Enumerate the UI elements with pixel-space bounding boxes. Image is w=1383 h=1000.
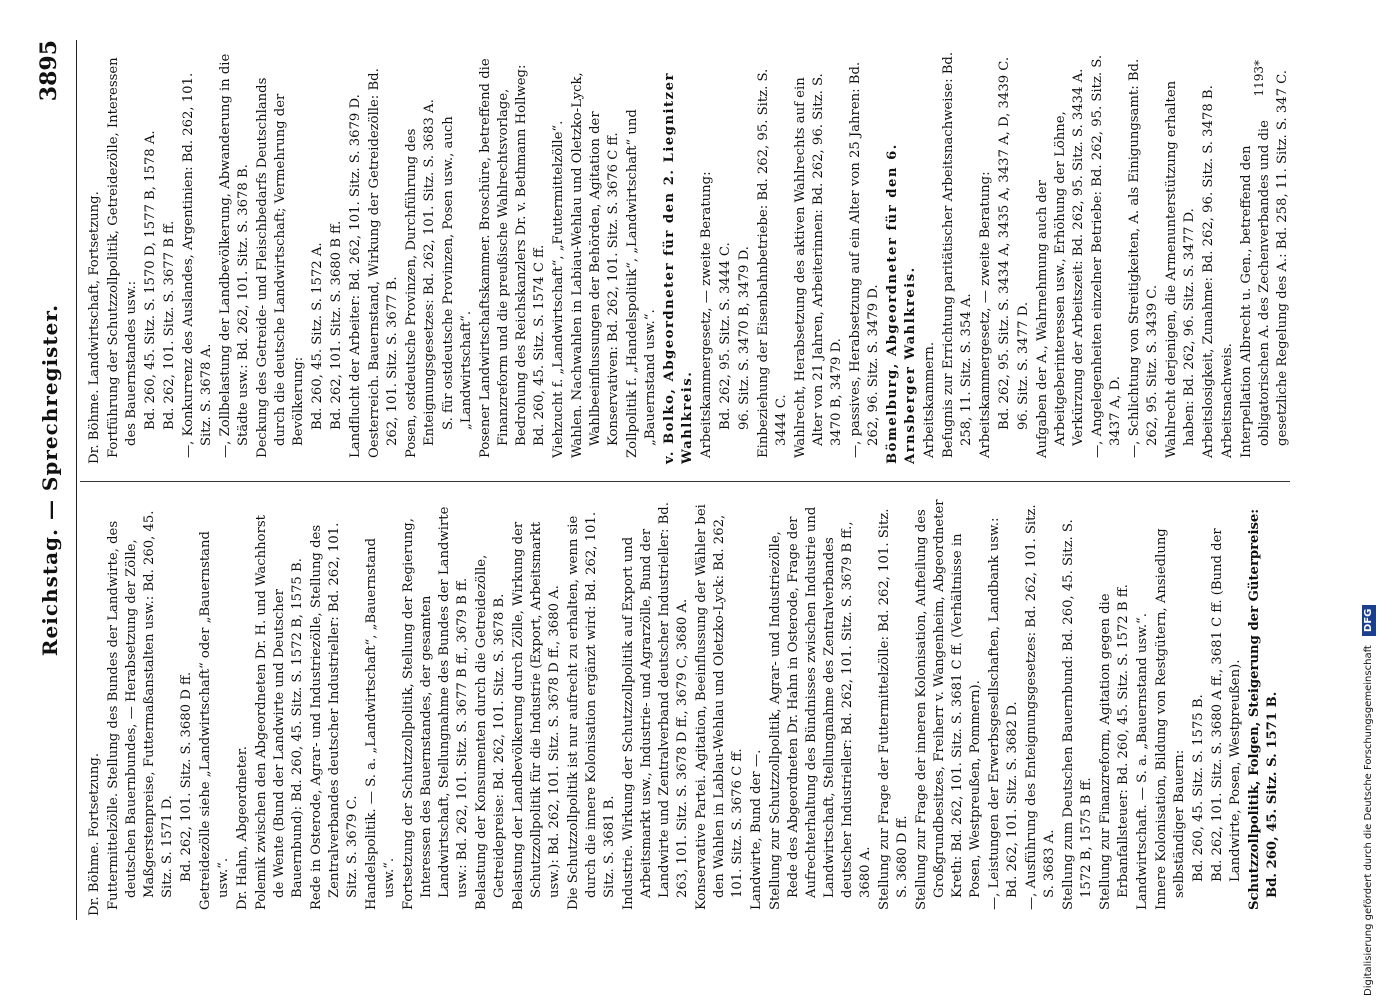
entry: Befugnis zur Errichtung paritätischer Arbeitsnachweise: Bd. 258, 11. Sitz. S. 354 A. [941, 51, 974, 458]
entry: Viehzucht f. „Landwirtschaft“, „Futtermittelzölle“. [551, 120, 566, 458]
entry: Stellung zur Finanzreform, Agitation gegen die Erbanfallsteuer: Bd. 260, 45. Sitz. S. 1572 B ff. [1098, 584, 1131, 910]
entry: Bd. 262, 101. Sitz. S. 3680 D ff. [179, 671, 194, 882]
entry: Arbeitskammern. [922, 341, 937, 458]
entry: Bd. 262, 95. Sitz. S. 3434 A, 3435 A, 3437 A, D, 3439 C. [997, 56, 1012, 430]
entry: Konservative Partei. Agitation, Beeinflussung der Wähler bei den Wahlen in Lablau-Wehlau und Oletzko-Lyck: Bd. 262, 101. Sitz. S. 3676 C ff. [694, 504, 745, 910]
entry: Posener Landwirtschaftskammer. Broschüre, betreffend die Finanzreform und die preußische Wahlrechtsvorlage, Bedrohung des Reichskanzlers Dr. v. Bethmann Hollweg: Bd. 260, 45. Sitz. S. 1574 C ff. [478, 58, 547, 458]
entry: Aufgaben der A., Wahrnehmung auch der Arbeitgeberinteressen usw., Erhöhung der Löhne, Verkürzung der Arbeitszeit: Bd. 262, 95. Sitz. S. 3434 A. [1035, 68, 1086, 458]
entry: Arbeitslosigkeit, Zunahme: Bd. 262, 96. Sitz. S. 3478 B. [1201, 85, 1216, 458]
entry: Fortsetzung der Schutzzollpolitik, Stellung der Regierung, Interessen des Bauernstandes, der gesamten Landwirtschaft, Stellungnahme des Bundes der Landwirte usw.: Bd. 262, 101. Sitz. S. 3677 B ff., 3679 B ff. [401, 506, 470, 910]
header-rule [76, 40, 77, 920]
page-body [20, 40, 1300, 920]
column-divider [80, 481, 1290, 482]
header-title: Reichstag. — Sprechregister. [38, 303, 62, 657]
page-number: 3895 [36, 40, 62, 102]
entry: Arbeitskammergesetz, — zweite Beratung: [978, 171, 993, 458]
right-column [86, 44, 1293, 464]
entry: Wahlrecht derjenigen, die Armenunterstützung erhalten haben: Bd. 262, 96. Sitz. S. 3477 D. [1164, 80, 1197, 458]
entry: Arbeitsnachweis. [1220, 343, 1235, 458]
entry: Polemik zwischen den Abgeordneten Dr. H. und Wachhorst de Wente (Bund der Landwirte und Deutscher Bauernbund): Bd. 260, 45. Sitz. S. 1572 B, 1575 B. [254, 515, 305, 910]
entry: —, passives, Herabsetzung auf ein Alter von 25 Jahren: Bd. 262, 96. Sitz. S. 3479 D. [848, 61, 881, 458]
entry: Stellung zur Frage der inneren Kolonisation, Aufteilung des Großgrundbesitzes, Freiherr v. Wangenheim, Abgeordneter Kreth: Bd. 262, 101. Sitz. S. 3681 C ff. (Verhältnisse in Posen, Westpreußen, Pommern). [914, 499, 983, 910]
entry: Fortführung der Schutzzollpolitik, Getreidezölle, Interessen des Bauernstandes usw.: [106, 57, 139, 458]
entry: Belastung der Landbevölkerung durch Zölle, Wirkung der Schutzzollpolitik für die Industrie (Export, Arbeitsmarkt usw.): Bd. 262, 101. Sitz. S. 3678 D ff., 3680 A. [511, 521, 562, 910]
footer-mark: 1193* [1252, 60, 1266, 97]
dfg-logo: DFG [1362, 605, 1376, 636]
entry: Industrie. Wirkung der Schutzzollpolitik auf Export und Arbeitsmarkt usw., Industrie- und Agrarzölle, Bund der Landwirte und Zentralverband deutscher Industrieller: Bd. 263, 101. Sitz. S. 3678 D ff., 3679 C, 3680 A. [621, 502, 690, 910]
entry: Bömelburg, Abgeordneter für den 6. Arnsberger Wahlkreis. [885, 143, 918, 464]
entry: Bd. 260, 45. Sitz. S. 1575 B. [1191, 694, 1206, 882]
entry: Arbeitskammergesetz, — zweite Beratung: [699, 171, 714, 458]
entry: Die Schutzzollpolitik ist nur aufrecht zu erhalten, wenn sie durch die innere Kolonisation ergänzt wird: Bd. 262, 101. Sitz. S. 3681 B. [566, 511, 617, 910]
entry: S. für ostdeutsche Provinzen, Posen usw., auch „Landwirtschaft“. [441, 116, 474, 430]
entry: Futtermittelzölle. Stellung des Bundes der Landwirte, des deutschen Bauernbundes, — Herabsetzung der Zölle, Maßgerstenpreise, Futtermaßanstalten usw.: Bd. 260, 45. Sitz. S. 1571 D. [106, 510, 175, 910]
entry: Dr. Hahn, Abgeordneter. [235, 746, 250, 910]
left-column [86, 496, 1283, 916]
entry: v. Bolko, Abgeordneter für den 2. Liegnitzer Wahlkreis. [662, 72, 695, 464]
entry: Landwirte, Bund der —. [749, 749, 764, 910]
entry: Oesterreich. Bauernstand, Wirkung der Getreidezölle: Bd. 262, 101. Sitz. S. 3677 B. [367, 68, 400, 458]
entry: 96. Sitz. S. 3477 D. [1016, 301, 1031, 430]
entry: Bd. 260, 45. Sitz. S. 1572 A. [310, 242, 325, 430]
entry: —, Konkurrenz des Auslandes, Argentinien: Bd. 262, 101. Sitz. S. 3678 A. [181, 72, 214, 458]
credit-text: Digitalisierung gefördert durch die Deutsche Forschungsgemeinschaft [1363, 645, 1374, 996]
entry: Bd. 262, 101. Sitz. S. 3680 A ff., 3681 C ff. (Bund der Landwirte, Posen, Westpreußen). [1210, 528, 1243, 882]
entry: Einbeziehung der Eisenbahnbetriebe: Bd. 262, 95. Sitz. S. 3444 C. [756, 68, 789, 458]
entry: Stellung zum Deutschen Bauernbund: Bd. 260, 45. Sitz. S. 1572 B, 1575 B ff. [1061, 519, 1094, 910]
entry: Stellung zur Schutzzollpolitik, Agrar- und Industriezölle, Rede des Abgeordneten Dr. Hahn in Osterode, Frage der Aufrechterhaltung des Bündnisses zwischen Industrie und Landwirtschaft, Stellungnahme des Zentralverbandes deutscher Industrieller: Bd. 262, 101. Sitz. S. 3679 B ff., 3680 A. [768, 506, 873, 910]
entry: Dr. Böhme. Landwirtschaft, Fortsetzung. [87, 191, 102, 464]
entry: Dr. Böhme. Fortsetzung. [87, 752, 102, 916]
entry: Interpellation Albrecht u. Gen., betreffend den obligatorischen A. des Zechenverbandes und die gesetzliche Regelung des A.: Bd. 258, 11. Sitz. S. 347 C. [1239, 70, 1290, 458]
entry: Getreidezölle siehe „Landwirtschaft“ oder „Bauernstand usw.“. [198, 531, 231, 910]
entry: Bd. 262, 101. Sitz. S. 3680 B ff. [329, 220, 344, 430]
entry: Bd. 262, 95. Sitz. S. 3444 C. [718, 242, 733, 430]
entry: —, Leistungen der Erwerbsgesellschaften, Landbank usw.: Bd. 262, 101. Sitz. S. 3682 D. [987, 517, 1020, 910]
entry: Innere Kolonisation, Bildung von Restgütern, Ansiedlung selbständiger Bauern: [1154, 528, 1187, 910]
entry: Wahlen. Nachwahlen in Labiau-Wehlau und Oletzko-Lyck, Wahlbeeinflussungen der Behörden, Agitation der Konservativen: Bd. 262, 101. Sitz. S. 3676 C ff. [570, 72, 621, 458]
entry: —, Zollbelastung der Landbevölkerung, Abwanderung in die Städte usw.: Bd. 262, 101. Sitz. S. 3678 B. [218, 53, 251, 458]
entry: Schutzzollpolitik, Folgen, Steigerung der Güterpreise: Bd. 260, 45. Sitz. S. 1571 B. [1247, 508, 1280, 910]
entry: Landflucht der Arbeiter: Bd. 262, 101. Sitz. S. 3679 D. [348, 94, 363, 458]
entry: Posen, ostdeutsche Provinzen, Durchführung des Enteignungsgesetzes: Bd. 262, 101. Sitz. S. 3683 A. [404, 99, 437, 458]
entry: Bd. 262, 101. Sitz. S. 3677 B ff. [162, 220, 177, 430]
entry: Handelspolitik. — S. a. „Landwirtschaft“, „Bauernstand usw.“. [364, 537, 397, 910]
credit-line [1357, 4, 1381, 996]
entry: —, Schlichtung von Streitigkeiten, A. als Einigungsamt: Bd. 262, 95. Sitz. S. 3439 C. [1127, 58, 1160, 458]
entry: Rede in Osterode, Agrar- und Industriezölle, Stellung des Zentralverbandes deutscher Industrieller: Bd. 262, 101. Sitz. S. 3679 C. [309, 522, 360, 910]
entry: Bd. 260, 45. Sitz. S. 1570 D, 1577 B, 1578 A. [143, 130, 158, 430]
entry: Belastung der Konsumenten durch die Getreidezölle, Getreidepreise: Bd. 262, 101. Sitz. S. 3678 B. [474, 554, 507, 910]
entry: Landwirtschaft. — S. a. „Bauernstand usw.“. [1135, 613, 1150, 910]
sidebar-credit [1357, 4, 1381, 996]
entry: —, Angelegenheiten einzelner Betriebe: Bd. 262, 95. Sitz. S. 3437 A, D. [1090, 54, 1123, 458]
entry: 96. Sitz. S. 3470 B, 3479 D. [737, 246, 752, 430]
entry: Wahlrecht, Herabsetzung des aktiven Wahlrechts auf ein Alter von 21 Jahren, Arbeiterinnen: Bd. 262, 96. Sitz. S. 3470 B, 3479 D. [793, 73, 844, 458]
entry: Zollpolitik f. „Handelspolitik“, „Landwirtschaft“ und „Bauernstand usw.“. [625, 109, 658, 458]
entry: —, Ausführung des Enteignungsgesetzes: Bd. 262, 101. Sitz. S. 3683 A. [1024, 504, 1057, 910]
page-header [30, 40, 74, 920]
entry: Stellung zur Frage der Futtermittelzölle: Bd. 262, 101. Sitz. S. 3680 D ff. [877, 508, 910, 910]
entry: Deckung des Getreide- und Fleischbedarfs Deutschlands durch die deutsche Landwirtschaft; Vermehrung der Bevölkerung: [255, 77, 306, 458]
